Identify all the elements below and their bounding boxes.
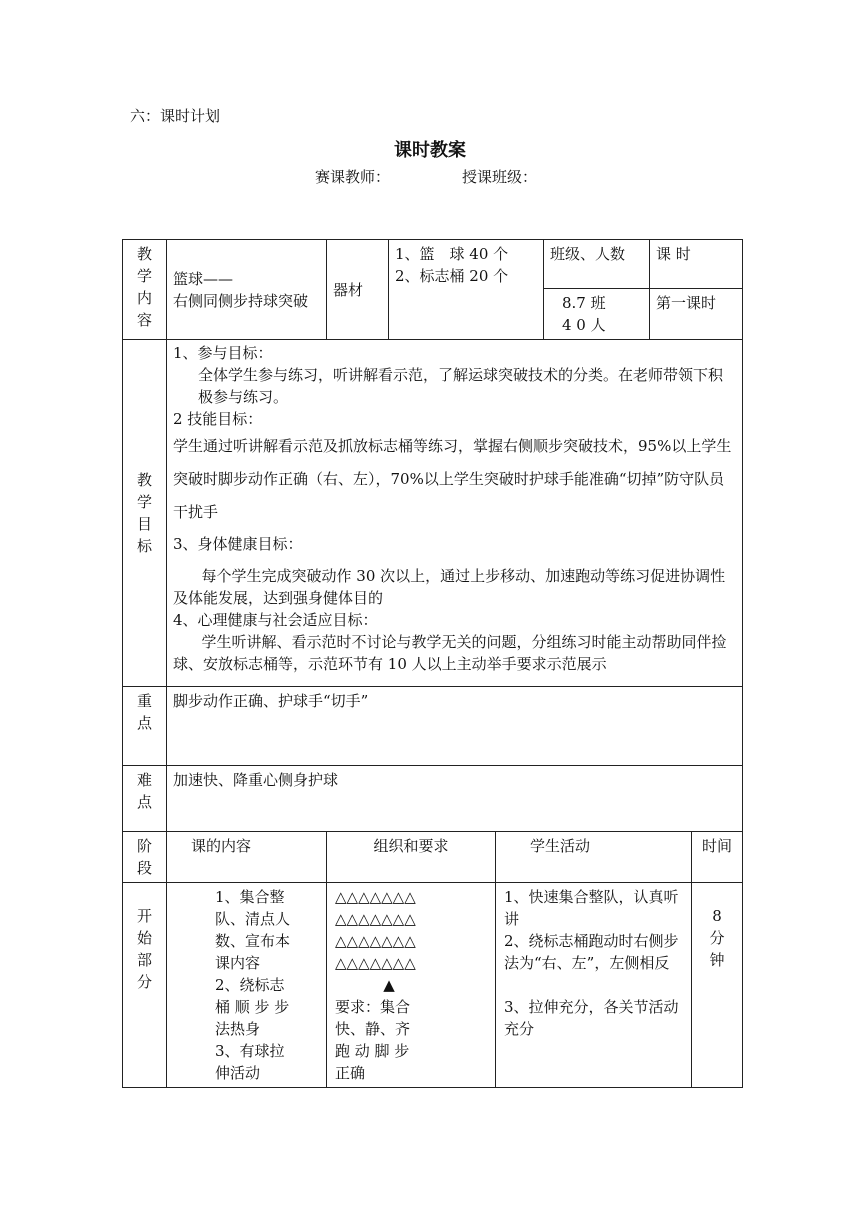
objective4-text: 学生听讲解、看示范时不讨论与教学无关的问题，分组练习时能主动帮助同伴捡球、安放标志桶等，示范环节有 10 人以上主动举手要求示范展示: [173, 633, 727, 673]
equipment-line2: 2、标志桶 20 个: [395, 267, 509, 285]
requirement-line: 要求：集合: [335, 998, 411, 1016]
teacher-position-icon: ▲: [383, 976, 395, 994]
document-title: 课时教案: [394, 140, 466, 161]
start-content-cell: [167, 883, 327, 1088]
content-line: 2、绕标志: [215, 976, 285, 994]
objective4-title: 4、心理健康与社会适应目标：: [173, 611, 378, 629]
content-label-cell: [123, 240, 167, 340]
content-line: 课内容: [215, 954, 261, 972]
teacher-label: 赛课教师：: [315, 168, 391, 186]
key-point-label-cell: [123, 687, 167, 766]
equipment-line1: 1、篮 球 40 个: [395, 245, 509, 263]
count-value: 4 0 人: [562, 316, 606, 334]
organization-header: 组织和要求: [327, 832, 496, 883]
activity-item-1: 1、快速集合整队，认真听讲: [504, 888, 679, 928]
content-line: 桶 顺 步 步: [215, 998, 290, 1016]
content-line: 队、清点人: [215, 910, 291, 928]
activity-cell: [496, 883, 692, 1088]
lesson-plan-table-phases: [122, 831, 743, 1088]
start-phase-label-cell: [123, 883, 167, 1088]
requirement-line: 正确: [335, 1064, 366, 1082]
formation-row: △△△△△△△: [335, 910, 416, 928]
content-header: 课的内容: [167, 832, 327, 883]
topic-cell: [167, 240, 327, 340]
time-unit: 分钟: [709, 929, 725, 969]
time-cell: [692, 883, 743, 1088]
activity-header: 学生活动: [496, 832, 692, 883]
content-line: 数、宣布本: [215, 932, 291, 950]
equipment-cell: [389, 240, 544, 340]
difficulty-text: 加速快、降重心侧身护球: [167, 766, 743, 832]
objectives-label-cell: [123, 340, 167, 687]
class-count-header: 班级、人数: [544, 240, 650, 289]
objective1-title: 1、参与目标：: [173, 344, 273, 362]
formation-row: △△△△△△△: [335, 954, 416, 972]
objective2-title: 2 技能目标：: [173, 410, 263, 428]
requirement-line: 跑 动 脚 步: [335, 1042, 410, 1060]
objective2-text: 学生通过听讲解看示范及抓放标志桶等练习，掌握右侧顺步突破技术，95%以上学生突破时脚步动作正确（右、左），70%以上学生突破时护球手能准确“切掉”防守队员干扰手: [173, 437, 732, 521]
lesson-plan-table-top: [122, 239, 743, 832]
time-number: 8: [712, 907, 722, 925]
difficulty-label: 难点: [136, 771, 152, 811]
objectives-label: 教学目标: [136, 471, 152, 555]
start-phase-label: 开始部分: [136, 907, 152, 991]
period-header: 课 时: [650, 240, 743, 289]
objective3-text: 每个学生完成突破动作 30 次以上，通过上步移动、加速跑动等练习促进协调性及体能发展，达到强身健体目的: [173, 567, 726, 607]
content-line: 3、有球拉: [215, 1042, 285, 1060]
teacher-class-line: [315, 166, 537, 187]
formation-row: △△△△△△△: [335, 932, 416, 950]
phase-header: 阶段: [136, 837, 152, 877]
key-point-label: 重点: [136, 692, 152, 732]
phase-header-cell: [123, 832, 167, 883]
requirement-line: 快、静、齐: [335, 1020, 411, 1038]
class-label: 授课班级：: [462, 168, 538, 186]
organization-cell: [327, 883, 496, 1088]
class-count-cell: [544, 289, 650, 340]
difficulty-label-cell: [123, 766, 167, 832]
class-value: 8.7 班: [562, 294, 606, 312]
formation-row: △△△△△△△: [335, 888, 416, 906]
objective1-text: 全体学生参与练习，听讲解看示范，了解运球突破技术的分类。在老师带领下积极参与练习。: [198, 366, 724, 406]
objectives-cell: [167, 340, 743, 687]
content-label: 教学内容: [136, 245, 152, 329]
objective3-title: 3、身体健康目标：: [173, 535, 303, 553]
content-line: 1、集合整: [215, 888, 285, 906]
period-value: 第一课时: [650, 289, 743, 340]
content-line: 法热身: [215, 1020, 261, 1038]
activity-item-2: 2、绕标志桶跑动时右侧步法为“右、左”，左侧相反: [504, 932, 679, 972]
time-header: 时间: [692, 832, 743, 883]
content-line: 伸活动: [215, 1064, 261, 1082]
topic-line1: 篮球——: [173, 269, 234, 288]
section-label: 六：课时计划: [130, 107, 221, 125]
topic-line2: 右侧同侧步持球突破: [173, 291, 309, 310]
activity-item-3: 3、拉伸充分，各关节活动充分: [504, 998, 679, 1038]
equipment-label: 器材: [327, 240, 389, 340]
key-point-text: 脚步动作正确、护球手“切手”: [167, 687, 743, 766]
